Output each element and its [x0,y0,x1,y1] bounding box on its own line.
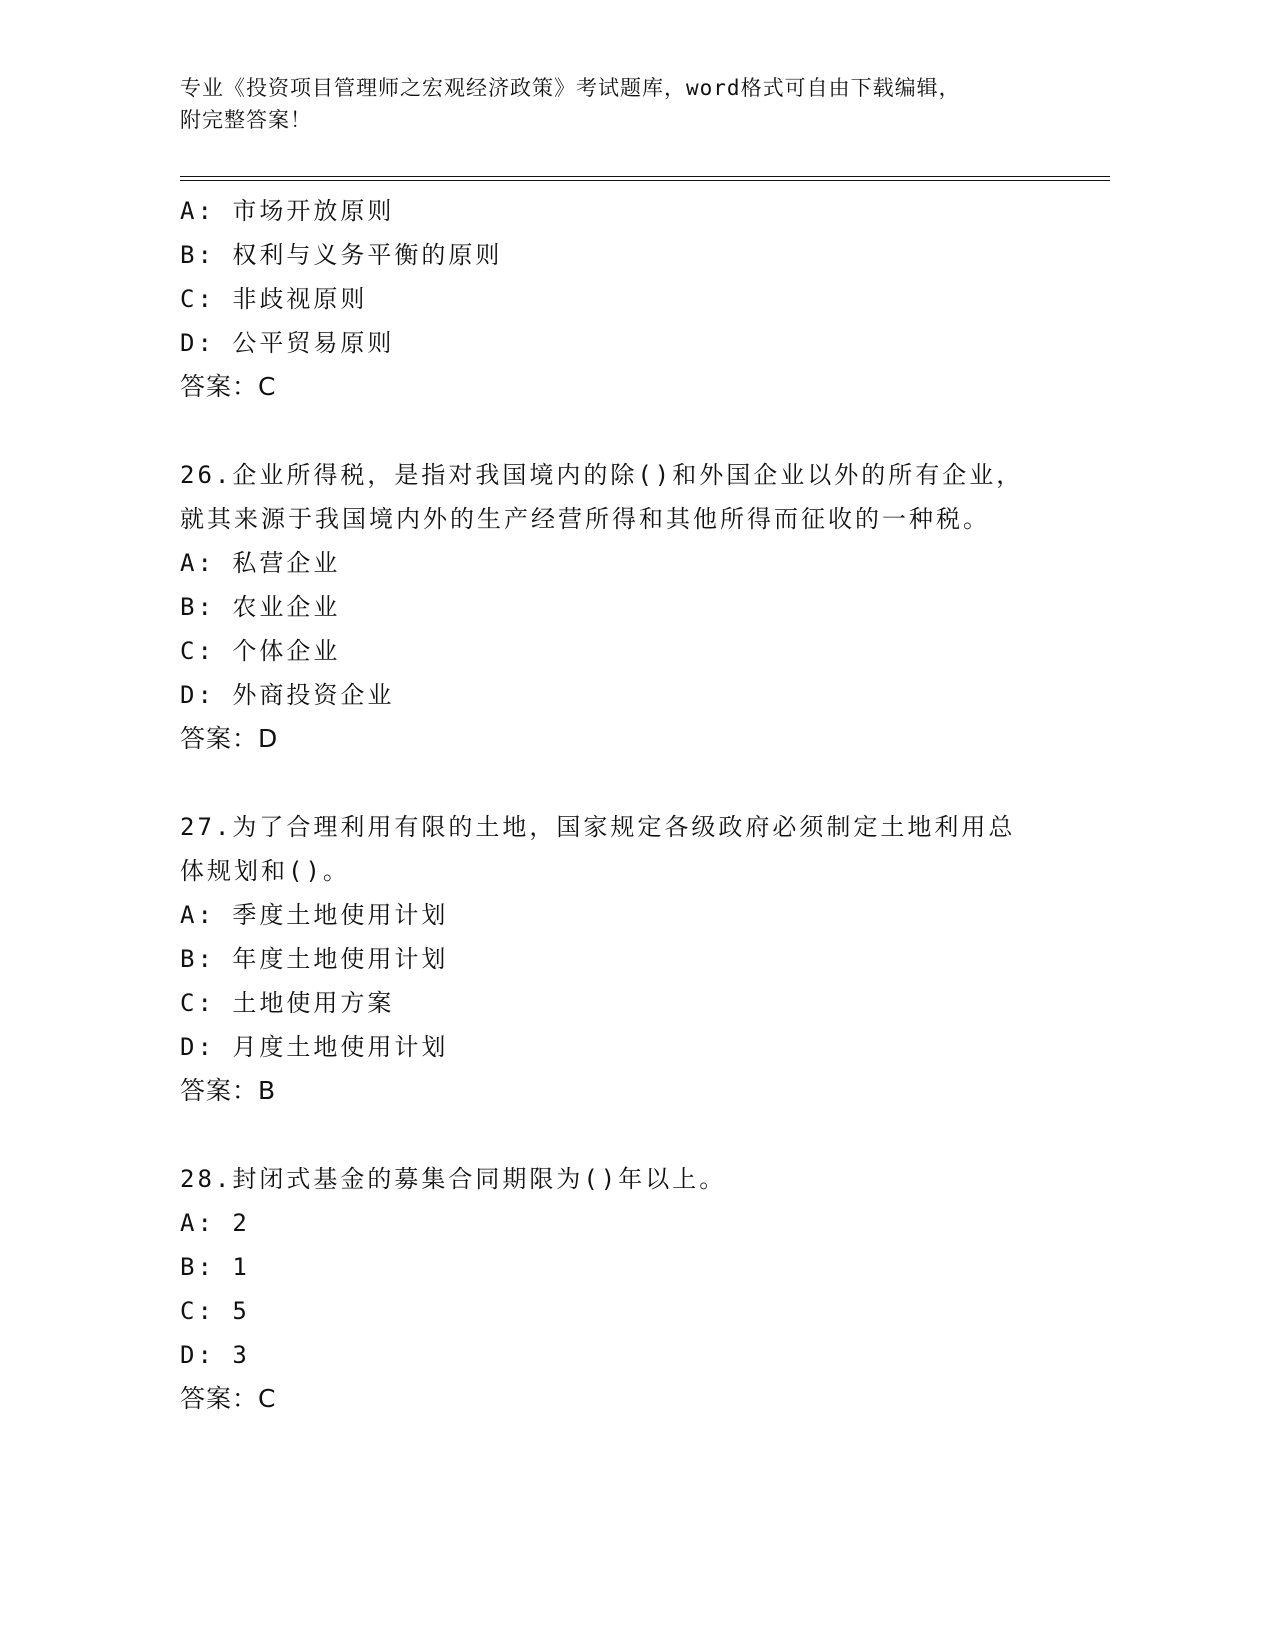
question-27 [180,805,1110,1113]
option-b: B: 1 [180,1253,250,1281]
question-stem-line-1: 28.封闭式基金的募集合同期限为()年以上。 [180,1165,727,1193]
document-page [180,72,1110,1421]
option-d: D: 月度土地使用计划 [180,1033,449,1061]
option-a: A: 2 [180,1209,250,1237]
document-header-line-2: 附完整答案！ [180,108,312,132]
option-b: B: 权利与义务平衡的原则 [180,241,503,269]
answer: 答案：D [180,724,279,753]
answer: 答案：B [180,1076,277,1105]
question-28 [180,1157,1110,1421]
question-25 [180,189,1110,409]
document-header-line-1: 专业《投资项目管理师之宏观经济政策》考试题库，word格式可自由下载编辑， [180,76,961,100]
option-a: A: 市场开放原则 [180,197,395,225]
header-divider [180,176,1110,181]
question-stem-line-2: 体规划和()。 [180,857,350,885]
question-stem-line-1: 26.企业所得税，是指对我国境内的除()和外国企业以外的所有企业， [180,461,1024,489]
option-b: B: 年度土地使用计划 [180,945,449,973]
question-26 [180,453,1110,761]
option-c: C: 个体企业 [180,637,341,665]
question-stem-line-2: 就其来源于我国境内外的生产经营所得和其他所得而征收的一种税。 [180,505,990,533]
option-d: D: 外商投资企业 [180,681,395,709]
answer: 答案：C [180,372,277,401]
question-stem-line-1: 27.为了合理利用有限的土地，国家规定各级政府必须制定土地利用总 [180,813,1016,841]
option-b: B: 农业企业 [180,593,341,621]
question-list [180,189,1110,1421]
option-c: C: 非歧视原则 [180,285,368,313]
option-c: C: 5 [180,1297,250,1325]
option-a: A: 私营企业 [180,549,341,577]
answer: 答案：C [180,1384,277,1413]
option-c: C: 土地使用方案 [180,989,395,1017]
option-a: A: 季度土地使用计划 [180,901,449,929]
option-d: D: 3 [180,1341,250,1369]
option-d: D: 公平贸易原则 [180,329,395,357]
